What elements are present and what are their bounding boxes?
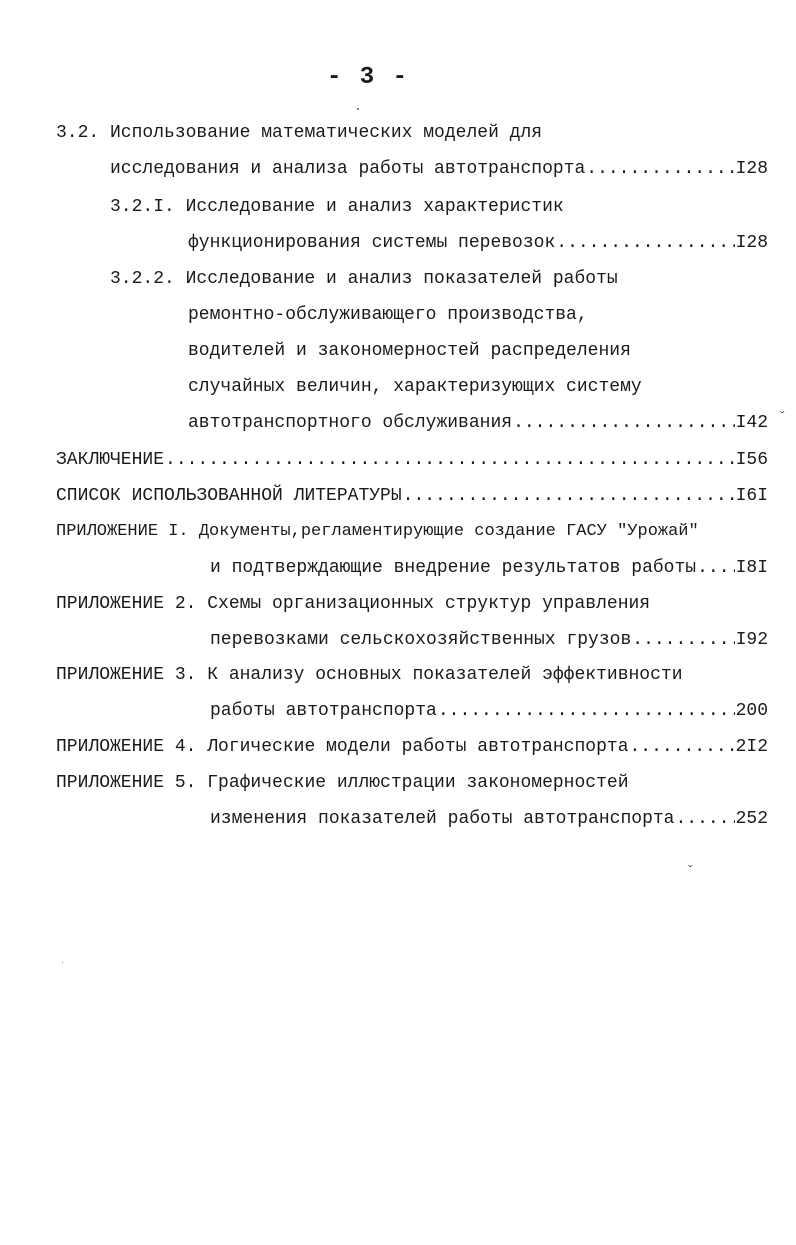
toc-conclusion-entry[interactable] <box>56 447 768 473</box>
toc-literature-page: I6I <box>735 486 768 506</box>
toc-3-2-title: 3.2. Использование математических моделей для <box>56 123 543 143</box>
toc-appendix-5-title: ПРИЛОЖЕНИЕ 5. Графические иллюстрации закономерностей <box>56 773 629 793</box>
leader-dots <box>586 156 734 182</box>
toc-3-2-2-line2: ремонтно-обслуживающего производства, <box>188 305 588 325</box>
page-number: - 3 - <box>326 64 409 91</box>
toc-appendix-5-page: 252 <box>735 809 768 829</box>
toc-appendix-3-text: работы автотранспорта <box>210 701 437 721</box>
toc-literature-text: СПИСОК ИСПОЛЬЗОВАННОЙ ЛИТЕРАТУРЫ <box>56 486 402 506</box>
toc-appendix-3-page: 200 <box>735 701 768 721</box>
toc-appendix-1-text: и подтверждающие внедрение результатов работы <box>210 558 697 578</box>
leader-dots <box>556 230 734 256</box>
leader-dots <box>675 806 734 832</box>
toc-3-2-2-title: 3.2.2. Исследование и анализ показателей работы <box>110 269 618 289</box>
toc-conclusion-page: I56 <box>735 450 768 470</box>
toc-appendix-2-entry[interactable] <box>210 627 768 653</box>
ink-speck <box>62 962 63 963</box>
toc-appendix-2-title: ПРИЛОЖЕНИЕ 2. Схемы организационных структур управления <box>56 594 651 614</box>
toc-appendix-5-entry[interactable] <box>210 806 768 832</box>
toc-appendix-1-entry[interactable] <box>210 555 768 581</box>
toc-3-2-page: I28 <box>735 159 768 179</box>
toc-3-2-text: исследования и анализа работы автотранспорта <box>110 159 586 179</box>
ink-speck <box>357 108 359 110</box>
check-mark: ˇ <box>778 410 787 426</box>
leader-dots <box>403 483 735 509</box>
check-mark: ˇ <box>686 864 695 880</box>
toc-conclusion-text: ЗАКЛЮЧЕНИЕ <box>56 450 165 470</box>
toc-appendix-3-entry[interactable] <box>210 698 768 724</box>
toc-3-2-2-line3: водителей и закономерностей распределения <box>188 341 631 361</box>
toc-appendix-4-entry[interactable] <box>56 734 768 760</box>
leader-dots <box>697 555 735 581</box>
toc-appendix-1-title: ПРИЛОЖЕНИЕ I. Документы,регламентирующие создание ГАСУ "Урожай" <box>56 522 699 541</box>
toc-3-2-1-title: 3.2.I. Исследование и анализ характеристик <box>110 197 564 217</box>
toc-3-2-2-line4: случайных величин, характеризующих систему <box>188 377 642 397</box>
toc-3-2-1-text: функционирования системы перевозок <box>188 233 556 253</box>
toc-appendix-4-page: 2I2 <box>735 737 768 757</box>
leader-dots <box>632 627 734 653</box>
toc-3-2-2-entry[interactable] <box>188 410 768 436</box>
toc-appendix-4-text: ПРИЛОЖЕНИЕ 4. Логические модели работы автотранспорта <box>56 737 629 757</box>
toc-appendix-2-text: перевозками сельскохозяйственных грузов <box>210 630 632 650</box>
toc-3-2-2-page: I42 <box>735 413 768 433</box>
toc-appendix-1-page: I8I <box>735 558 768 578</box>
leader-dots <box>630 734 735 760</box>
toc-3-2-1-page: I28 <box>735 233 768 253</box>
toc-appendix-3-title: ПРИЛОЖЕНИЕ 3. К анализу основных показателей эффективности <box>56 665 683 685</box>
leader-dots <box>513 410 735 436</box>
toc-literature-entry[interactable] <box>56 483 768 509</box>
leader-dots <box>438 698 735 724</box>
toc-3-2-entry[interactable] <box>110 156 768 182</box>
toc-3-2-1-entry[interactable] <box>188 230 768 256</box>
toc-appendix-5-text: изменения показателей работы автотранспорта <box>210 809 675 829</box>
toc-appendix-2-page: I92 <box>735 630 768 650</box>
leader-dots <box>165 447 735 473</box>
toc-3-2-2-text: автотранспортного обслуживания <box>188 413 513 433</box>
